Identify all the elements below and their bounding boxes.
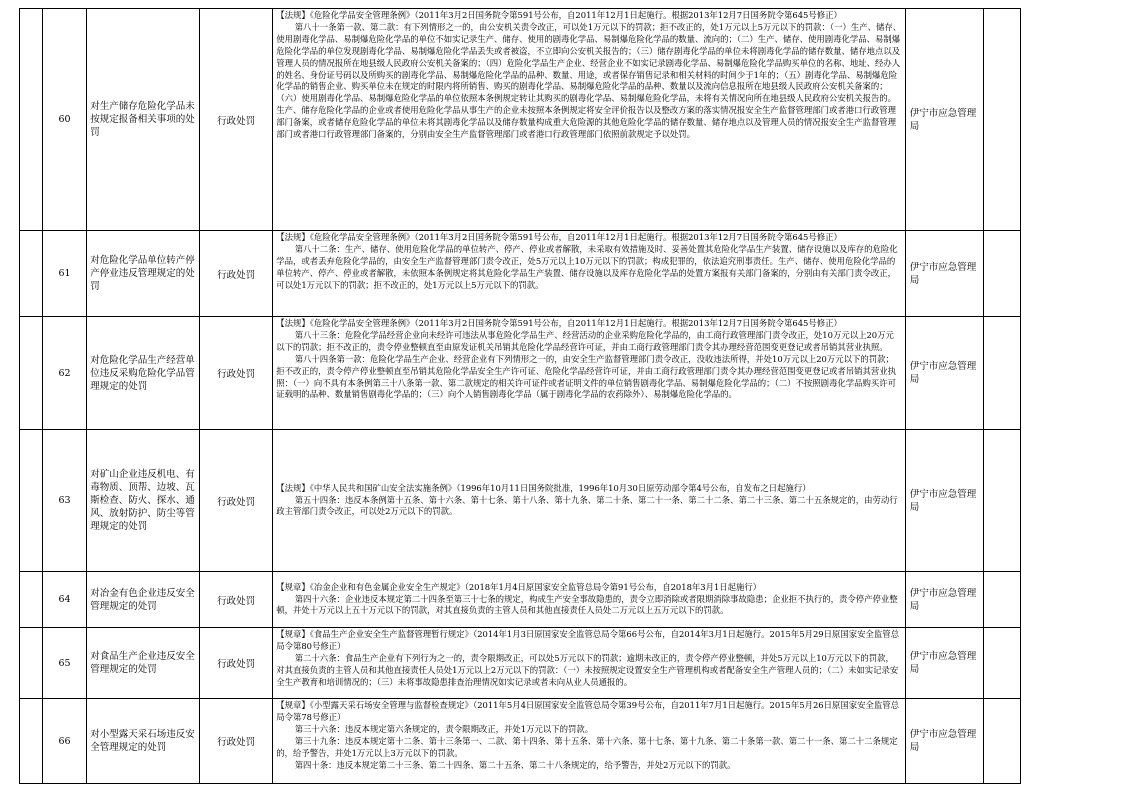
blank-cell [983, 231, 1020, 317]
law-title: 【法规】《危险化学品安全管理条例》（2011年3月2日国务院令第591号公布，自2011年12月1日起施行。根据2013年12月7日国务院令第645号修正） [276, 10, 842, 20]
enforcement-org: 伊宁市应急管理局 [905, 9, 983, 231]
legal-basis [273, 699, 906, 784]
legal-basis [273, 430, 906, 572]
item-name: 对食品生产企业违反安全管理规定的处罚 [87, 628, 200, 699]
item-type: 行政处罚 [200, 317, 273, 430]
blank-cell [20, 317, 43, 430]
table-row [20, 628, 1021, 699]
blank-cell [983, 628, 1020, 699]
law-title: 【规章】《食品生产企业安全生产监督管理暂行规定》（2014年1月3日原国家安全监管总局令第66号公布，自2014年3月1日起施行。2015年5月29日原国家安全监管总局令第80号修正） [276, 629, 899, 651]
law-clause: 第八十三条：危险化学品经营企业向未经许可违法从事危险化学品生产、经营活动的企业采购危险化学品的，由工商行政管理部门责令改正，处10万元以上20万元以下的罚款；拒不改正的，责令停业整顿直至由原发证机关吊销其危险化学品经营许可证，并由工商行政管理部门责令其办理经营范围变更登记或者吊销其营业执照。 [276, 329, 894, 352]
blank-cell [983, 572, 1020, 628]
item-name: 对矿山企业违反机电、有毒物质、顶帮、边坡、瓦斯检查、防火、探水、通风、放射防护、防尘等管理规定的处罚 [87, 430, 200, 572]
blank-cell [983, 317, 1020, 430]
item-type: 行政处罚 [200, 699, 273, 784]
law-clause: 第五十四条：违反本条例第十五条、第十六条、第十七条、第十八条、第十九条、第二十条、第二十一条、第二十二条、第二十三条、第二十五条规定的，由劳动行政主管部门责令改正，可以处2万元以下的罚款。 [276, 494, 898, 517]
item-name: 对危险化学品单位转产停产停业违反管理规定的处罚 [87, 231, 200, 317]
table-row [20, 317, 1021, 430]
item-type: 行政处罚 [200, 231, 273, 317]
enforcement-org: 伊宁市应急管理局 [905, 572, 983, 628]
row-number: 60 [42, 9, 86, 231]
legal-basis [273, 231, 906, 317]
legal-basis [273, 9, 906, 231]
table-row [20, 231, 1021, 317]
law-title: 【法规】《危险化学品安全管理条例》（2011年3月2日国务院令第591号公布，自2011年12月1日起施行。根据2013年12月7日国务院令第645号修正） [276, 318, 842, 328]
law-title: 【法规】《中华人民共和国矿山安全法实施条例》（1996年10月11日国务院批准，1996年10月30日原劳动部令第4号公布，自发布之日起施行） [276, 482, 811, 493]
item-name: 对生产储存危险化学品未按规定报备相关事项的处罚 [87, 9, 200, 231]
row-number: 63 [42, 430, 86, 572]
row-number: 62 [42, 317, 86, 430]
enforcement-org: 伊宁市应急管理局 [905, 317, 983, 430]
law-clause: 第三十九条：违反本规定第十二条、第十三条第一、二款、第十四条、第十五条、第十六条、第十七条、第十九条、第二十条第一款、第二十一条、第二十二条规定的，给予警告，并处1万元以上3万元以下的罚款。 [276, 735, 898, 758]
item-type: 行政处罚 [200, 628, 273, 699]
blank-cell [983, 430, 1020, 572]
law-title: 【法规】《危险化学品安全管理条例》（2011年3月2日国务院令第591号公布，自2011年12月1日起施行。根据2013年12月7日国务院令第645号修正） [276, 232, 842, 242]
item-name: 对小型露天采石场违反安全管理规定的处罚 [87, 699, 200, 784]
blank-cell [20, 699, 43, 784]
penalty-table [19, 8, 1021, 784]
blank-cell [20, 231, 43, 317]
blank-cell [20, 430, 43, 572]
item-type: 行政处罚 [200, 9, 273, 231]
row-number: 65 [42, 628, 86, 699]
legal-basis [273, 628, 906, 699]
law-clause: 第八十二条：生产、储存、使用危险化学品的单位转产、停产、停业或者解散，未采取有效措施及时、妥善处置其危险化学品生产装置、储存设施以及库存的危险化学品，或者丢弃危险化学品的，由安全生产监督管理部门责令改正，处5万元以上10万元以下的罚款；构成犯罪的，依法追究刑事责任。生产、储存、使用危险化学品的单位转产、停产、停业或者解散，未依照本条例规定将其危险化学品生产装置、储存设施以及库存危险化学品的处置方案报有关部门备案的，分别由有关部门责令改正，可以处1万元以下的罚款；拒不改正的，处1万元以上5万元以下的罚款。 [276, 243, 898, 290]
enforcement-org: 伊宁市应急管理局 [905, 231, 983, 317]
legal-basis [273, 317, 906, 430]
blank-cell [20, 9, 43, 231]
enforcement-org: 伊宁市应急管理局 [905, 699, 983, 784]
law-clause: 第八十一条第一款、第二款：有下列情形之一的，由公安机关责令改正，可以处1万元以下的罚款；拒不改正的，处1万元以上5万元以下的罚款：（一）生产、储存、使用剧毒化学品、易制爆危险化学品的单位不如实记录生产、储存、使用的剧毒化学品、易制爆危险化学品的数量、流向的；（二）生产、储存、使用剧毒化学品、易制爆危险化学品的单位发现剧毒化学品、易制爆危险化学品丢失或者被盗，不立即向公安机关报告的；（三）储存剧毒化学品的单位未将剧毒化学品的储存数量、储存地点以及管理人员的情况报所在地县级人民政府公安机关备案的；（四）危险化学品生产企业、经营企业不如实记录剧毒化学品、易制爆危险化学品购买单位的名称、地址、经办人的姓名、身份证号码以及所购买的剧毒化学品、易制爆危险化学品的品种、数量、用途，或者保存销售记录和相关材料的时间少于1年的；（五）剧毒化学品、易制爆危险化学品的销售企业、购买单位未在规定的时限内将所销售、购买的剧毒化学品、易制爆危险化学品的品种、数量以及流向信息报所在地县级人民政府公安机关备案的；（六）使用剧毒化学品、易制爆危险化学品的单位依照本条例规定转让其购买的剧毒化学品、易制爆危险化学品，未将有关情况向所在地县级人民政府公安机关报告的。生产、储存危险化学品的企业或者使用危险化学品从事生产的企业未按照本条例规定将安全评价报告以及整改方案的落实情况报安全生产监督管理部门或者港口行政管理部门备案，或者储存危险化学品的单位未将其剧毒化学品以及储存数量构成重大危险源的其他危险化学品的储存数量、储存地点以及管理人员的情况报安全生产监督管理部门或者港口行政管理部门备案的，分别由安全生产监督管理部门或者港口行政管理部门依照前款规定予以处罚。 [276, 21, 902, 140]
item-type: 行政处罚 [200, 430, 273, 572]
law-title: 【规章】《冶金企业和有色金属企业安全生产规定》（2018年1月4日原国家安全监管总局令第91号公布，自2018年3月1日起施行） [276, 581, 762, 592]
table-row [20, 430, 1021, 572]
law-clause: 第四十六条：企业违反本规定第二十四条至第三十七条的规定，构成生产安全事故隐患的，责令立即消除或者限期消除事故隐患；企业拒不执行的，责令停产停业整顿，并处十万元以上五十万元以下的罚款，对其直接负责的主管人员和其他直接责任人员处二万元以上五万元以下的罚款。 [276, 593, 898, 616]
legal-basis [273, 572, 906, 628]
item-name: 对冶金有色企业违反安全管理规定的处罚 [87, 572, 200, 628]
item-name: 对危险化学品生产经营单位违反采购危险化学品管理规定的处罚 [87, 317, 200, 430]
blank-cell [983, 9, 1020, 231]
row-number: 64 [42, 572, 86, 628]
item-type: 行政处罚 [200, 572, 273, 628]
row-number: 61 [42, 231, 86, 317]
table-row [20, 9, 1021, 231]
blank-cell [20, 572, 43, 628]
enforcement-org: 伊宁市应急管理局 [905, 430, 983, 572]
law-clause: 第三十六条：违反本规定第六条规定的，责令限期改正，并处1万元以下的罚款。 [294, 723, 594, 734]
table-row [20, 699, 1021, 784]
row-number: 66 [42, 699, 86, 784]
enforcement-org: 伊宁市应急管理局 [905, 628, 983, 699]
table-row [20, 572, 1021, 628]
blank-cell [20, 628, 43, 699]
law-title: 【规章】《小型露天采石场安全管理与监督检查规定》（2011年5月4日原国家安全监管总局令第39号公布，自2011年7月1日起施行。2015年5月26日原国家安全监管总局令第78号修正） [276, 700, 899, 722]
law-clause: 第二十六条：食品生产企业有下列行为之一的，责令限期改正，可以处5万元以下的罚款；逾期未改正的，责令停产停业整顿，并处5万元以上10万元以下的罚款，对其直接负责的主管人员和其他直接责任人员处1万元以上2万元以下的罚款：（一）未按照规定设置安全生产管理机构或者配备安全生产管理人员的；（二）未如实记录安全生产教育和培训情况的；（三）未将事故隐患排查治理情况如实记录或者未向从业人员通报的。 [276, 652, 899, 687]
law-clause: 第八十四条第一款：危险化学品生产企业、经营企业有下列情形之一的，由安全生产监督管理部门责令改正，没收违法所得，并处10万元以上20万元以下的罚款；拒不改正的，责令停产停业整顿直至吊销其危险化学品安全生产许可证、危险化学品经营许可证，并由工商行政管理部门责令其办理经营范围变更登记或者吊销其营业执照：（一）向不具有本条例第三十八条第一款、第二款规定的相关许可证件或者证明文件的单位销售剧毒化学品、易制爆危险化学品的；（二）不按照剧毒化学品购买许可证载明的品种、数量销售剧毒化学品的；（三）向个人销售剧毒化学品（属于剧毒化学品的农药除外）、易制爆危险化学品的。 [276, 353, 896, 400]
law-clause: 第四十条：违反本规定第二十三条、第二十四条、第二十五条、第二十八条规定的，给予警告，并处2万元以下的罚款。 [294, 759, 736, 770]
blank-cell [983, 699, 1020, 784]
